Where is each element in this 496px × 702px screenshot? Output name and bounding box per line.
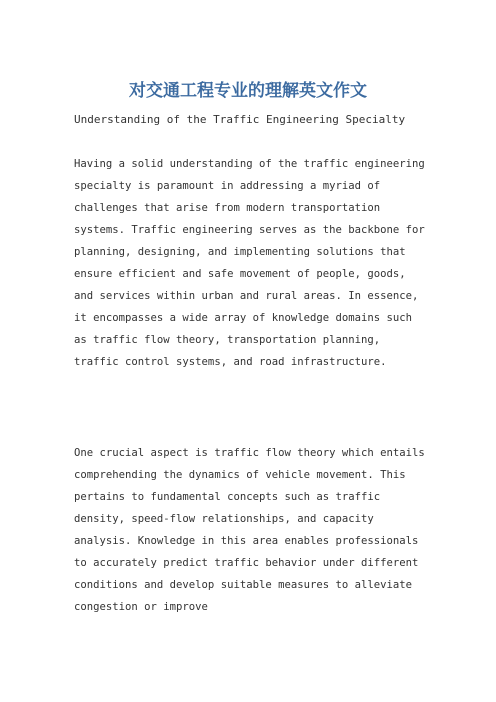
document-subtitle: Understanding of the Traffic Engineering Specialty	[74, 113, 406, 126]
paragraph-1: Having a solid understanding of the traffic engineering specialty is paramount in addressing a myriad of challenges that arise from modern transportation systems. Traffic engineering serves as the backbone for planning, designing, and implementing solutions that ensure efficient and safe movement of people, goods, and services within urban and rural areas. In essence, it encompasses a wide array of knowledge domains such as traffic flow theory, transportation planning, traffic control systems, and road infrastructure.	[74, 158, 425, 368]
document-title: 对交通工程专业的理解英文作文	[129, 81, 367, 101]
paragraph-2: One crucial aspect is traffic flow theory which entails comprehending the dynamics of vehicle movement. This pertains to fundamental concepts such as traffic density, speed-flow relationships, and capacity analysis. Knowledge in this area enables professionals to accurately predict traffic behavior under different conditions and develop suitable measures to alleviate congestion or improve	[74, 447, 425, 613]
